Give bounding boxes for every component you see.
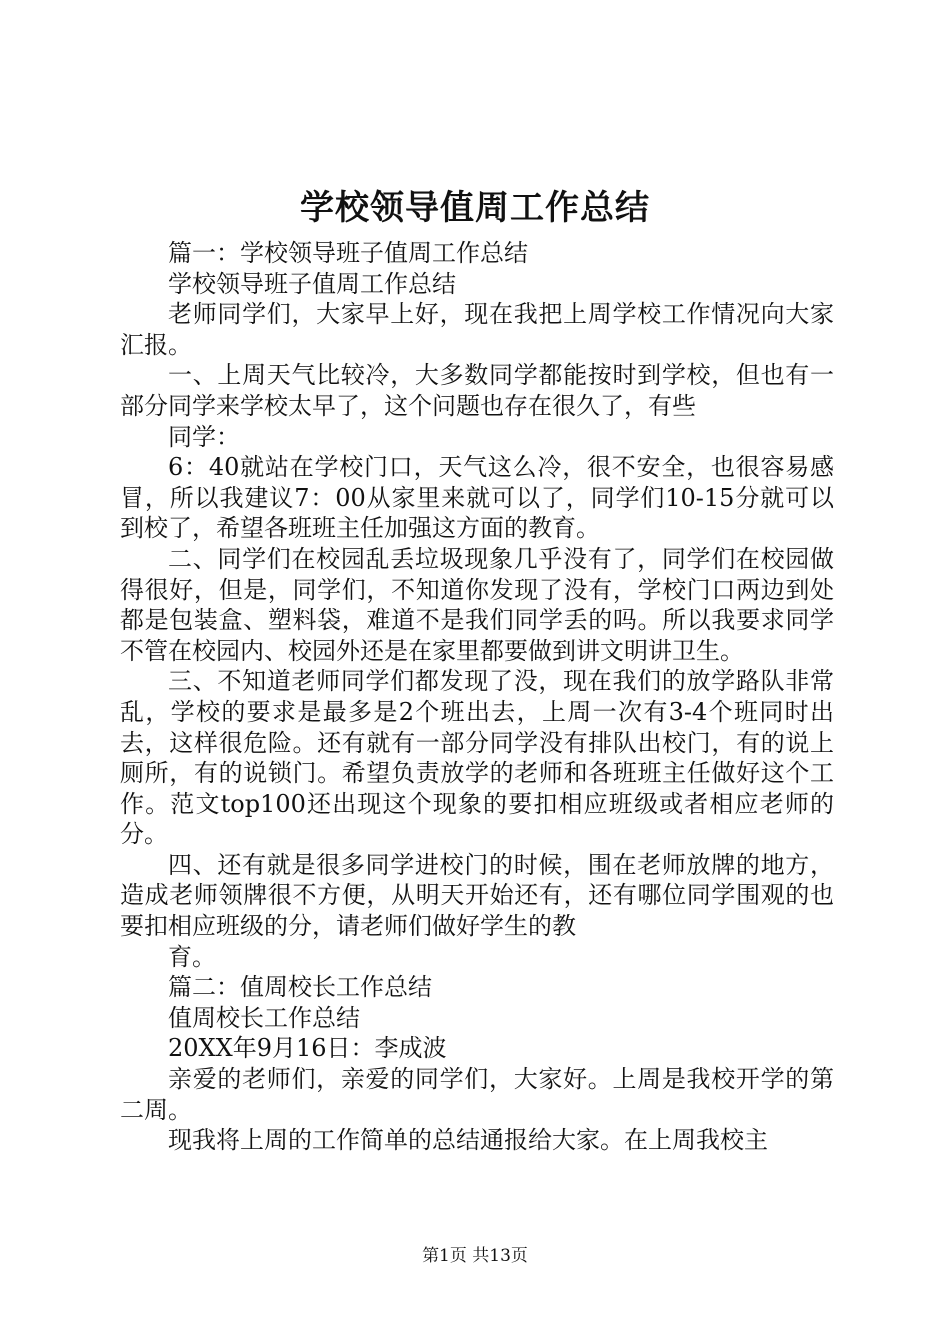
paragraph: 20XX年9月16日：李成波 <box>168 1034 447 1063</box>
paragraph: 同学： <box>168 422 240 451</box>
paragraph: 篇一：学校领导班子值周工作总结 <box>168 239 528 267</box>
paragraph: 四、还有就是很多同学进校门的时候，围在老师放牌的地方，造成老师领牌很不方便，从明天开始还有，还有哪位同学围观的也要扣相应班级的分，请老师们做好学生的教 <box>120 850 834 941</box>
paragraph: 亲爱的老师们，亲爱的同学们，大家好。上周是我校开学的第二周。 <box>120 1065 834 1124</box>
paragraph: 6：40就站在学校门口，天气这么冷，很不安全，也很容易感冒，所以我建议7：00从家里来就可以了，同学们10-15分就可以到校了，希望各班班主任加强这方面的教育。 <box>120 453 834 543</box>
paragraph: 二、同学们在校园乱丢垃圾现象几乎没有了，同学们在校园做得很好，但是，同学们，不知道你发现了没有，学校门口两边到处都是包装盒、塑料袋，难道不是我们同学丢的吗。所以我要求同学不管在校园内、校园外还是在家里都要做到讲文明讲卫生。 <box>120 544 834 665</box>
document-body <box>120 238 834 1156</box>
paragraph: 育。 <box>168 942 216 971</box>
paragraph: 篇二：值周校长工作总结 <box>168 973 432 1002</box>
page-number-footer: 第1页 共13页 <box>422 1246 528 1266</box>
document-title: 学校领导值周工作总结 <box>300 188 650 228</box>
paragraph: 现我将上周的工作简单的总结通报给大家。在上周我校主 <box>168 1126 768 1155</box>
paragraph: 三、不知道老师同学们都发现了没，现在我们的放学路队非常乱，学校的要求是最多是2个班出去，上周一次有3-4个班同时出去，这样很危险。还有就有一部分同学没有排队出校门，有的说上厕所，有的说锁门。希望负责放学的老师和各班班主任做好这个工作。范文top100还出现这个现象的要扣相应班级或者相应老师的分。 <box>120 667 834 849</box>
paragraph: 值周校长工作总结 <box>168 1003 360 1032</box>
paragraph: 一、上周天气比较冷，大多数同学都能按时到学校，但也有一部分同学来学校太早了，这个问题也存在很久了，有些 <box>120 361 834 420</box>
paragraph: 学校领导班子值周工作总结 <box>168 269 456 298</box>
paragraph: 老师同学们，大家早上好，现在我把上周学校工作情况向大家汇报。 <box>120 300 834 359</box>
